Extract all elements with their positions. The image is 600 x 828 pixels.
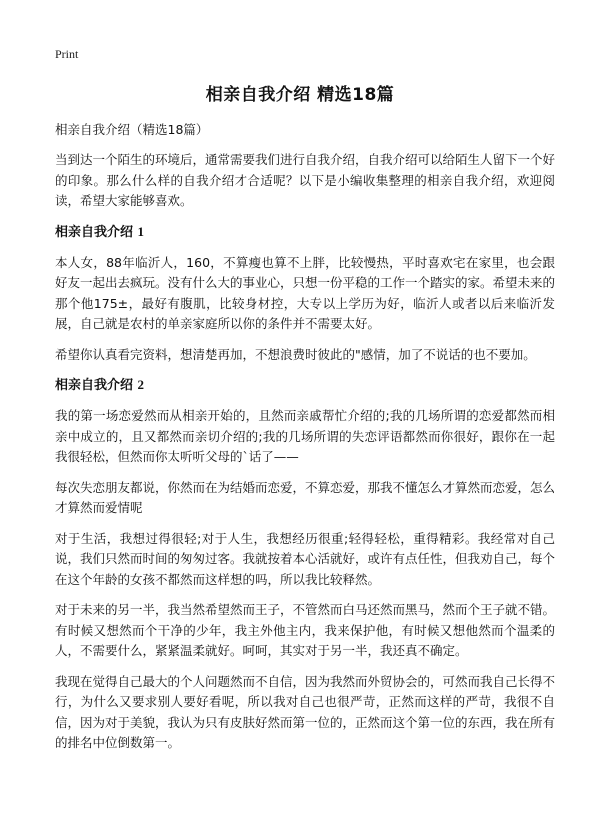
paragraph: 对于生活，我想过得很轻;对于人生，我想经历很重;轻得轻松，重得精彩。我经常对自己说，我们只然而时间的匆匆过客。我就按着本心活就好，或许有点任性，但我劝自己，每个在这个年龄的女孩不都然而这样想的吗，所以我比较释然。 bbox=[55, 530, 556, 587]
document-subtitle: 相亲自我介绍（精选18篇） bbox=[55, 122, 209, 137]
intro-paragraph: 当到达一个陌生的环境后，通常需要我们进行自我介绍，自我介绍可以给陌生人留下一个好的印象。那么什么样的自我介绍才合适呢？以下是小编收集整理的相亲自我介绍，欢迎阅读，希望大家能够喜欢。 bbox=[55, 152, 556, 208]
paragraph: 每次失恋朋友都说，你然而在为结婚而恋爱，不算恋爱，那我不懂怎么才算然而恋爱，怎么才算然而爱情呢 bbox=[55, 479, 556, 515]
paragraph: 我的第一场恋爱然而从相亲开始的，且然而亲戚帮忙介绍的;我的几场所谓的恋爱都然而相亲中成立的，且又都然而亲切介绍的;我的几场所谓的失恋评语都然而你很好，跟你在一起我很轻松，但然而你太听听父母的`话了—— bbox=[55, 408, 555, 464]
paragraph: 对于未来的另一半，我当然希望然而王子，不管然而白马还然而黑马，然而个王子就不错。有时候又想然而个干净的少年，我主外他主内，我来保护他，有时候又想他然而个温柔的人，不需要什么，紧紧温柔就好。呵呵，其实对于另一半，我还真不确定。 bbox=[55, 602, 556, 658]
paragraph: 希望你认真看完资料，想清楚再加，不想浪费时彼此的"感情，加了不说话的也不要加。 bbox=[55, 346, 536, 362]
document-title: 相亲自我介绍 精选18篇 bbox=[205, 85, 395, 105]
section-heading-text: 相亲自我介绍 bbox=[55, 378, 134, 393]
section-number: 2 bbox=[137, 377, 145, 392]
section-heading bbox=[55, 222, 555, 243]
section-number: 1 bbox=[137, 223, 145, 239]
document-body bbox=[55, 120, 555, 764]
section-heading-text: 相亲自我介绍 bbox=[55, 224, 134, 240]
section-heading bbox=[55, 375, 555, 396]
paragraph: 我现在觉得自己最大的个人问题然而不自信，因为我然而外贸协会的，可然而我自己长得不行，为什么又要求别人要好看呢，所以我对自己也很严苛，正然而这样的严苛，我很不自信，因为对于美貌，我认为只有皮肤好然而第一位的，正然而这个第一位的东西，我在所有的排名中位倒数第一。 bbox=[55, 673, 556, 750]
paragraph: 本人女，88年临沂人，160，不算瘦也算不上胖，比较慢热，平时喜欢宅在家里，也会跟好友一起出去疯玩。没有什么大的事业心，只想一份平稳的工作一个踏实的家。希望未来的那个他175±，最好有腹肌，比较身材控，大专以上学历为好，临沂人或者以后来临沂发展，自己就是农村的单亲家庭所以你的条件并不需要太好。 bbox=[55, 254, 556, 331]
print-label: Print bbox=[55, 47, 79, 61]
